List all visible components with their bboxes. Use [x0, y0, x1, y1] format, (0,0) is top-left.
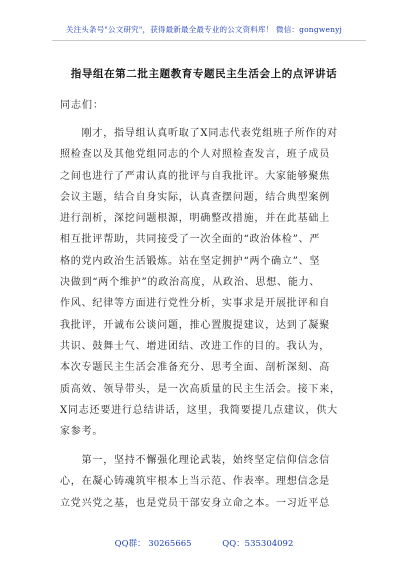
footer-contact	[0, 537, 408, 549]
paragraph-line: X同志还要进行总结讲话，这里，我简要提几点建议，供大	[60, 404, 338, 416]
paragraph-line: 第一，坚持不懈强化理论武装，始终坚定信仰信念信	[60, 455, 330, 466]
paragraph-line: 相互批评帮助，共同接受了一次全面的“政治体检”、严	[60, 234, 321, 246]
paragraph-line: 心，在凝心铸魂筑牢根本上当示范、作表率。理想信念是	[60, 476, 330, 488]
paragraph-line: 作风、纪律等方面进行党性分析，实事求是开展批评和自	[60, 298, 330, 310]
paragraph-2	[60, 450, 356, 514]
header-banner: 关注头条号"公文研究"，获得最新最全最专业的公文资料库！ 微信：gongwenyj	[65, 25, 343, 34]
paragraph-line: 格的党内政治生活锻炼。站在坚定拥护“两个确立”、坚	[60, 255, 321, 267]
paragraph-line: 立党兴党之基，也是党员干部安身立命之本。一习近平总	[60, 497, 330, 509]
footer-qq: QQ：535304092	[222, 539, 294, 549]
paragraph-line: 之间也进行了严肃认真的批评与自我批评。大家能够聚焦	[60, 170, 330, 182]
paragraph-line: 本次专题民主生活会准备充分、思考全面、剖析深刻、高	[60, 362, 330, 374]
paragraph-line: 决做到“两个维护”的政治高度，从政治、思想、能力、	[60, 277, 321, 289]
paragraph-1	[60, 123, 356, 442]
greeting: 同志们：	[60, 100, 104, 111]
paragraph-line: 家参考。	[60, 426, 104, 438]
paragraph-line: 质高效、领导带头，是一次高质量的民主生活会。接下来，	[60, 383, 341, 395]
header-divider	[52, 40, 366, 41]
document-title: 指导组在第二批主题教育专题民主生活会上的点评讲话	[70, 68, 338, 80]
paragraph-line: 照检查以及其他党组同志的个人对照检查发言，班子成员	[60, 149, 330, 161]
paragraph-line: 我批评，开诚布公谈问题，推心置腹提建议，达到了凝聚	[60, 319, 330, 331]
paragraph-line: 刚才，指导组认真听取了X同志代表党组班子所作的对	[60, 128, 338, 139]
paragraph-line: 会议主题，结合自身实际，认真查摆问题，结合典型案例	[60, 191, 330, 203]
paragraph-line: 共识、鼓舞士气、增进团结、改进工作的目的。我认为，	[60, 340, 330, 352]
footer-qq-group: QQ群： 30265665	[114, 539, 192, 549]
paragraph-line: 进行剖析，深挖问题根源，明确整改措施，并在此基础上	[60, 213, 330, 225]
